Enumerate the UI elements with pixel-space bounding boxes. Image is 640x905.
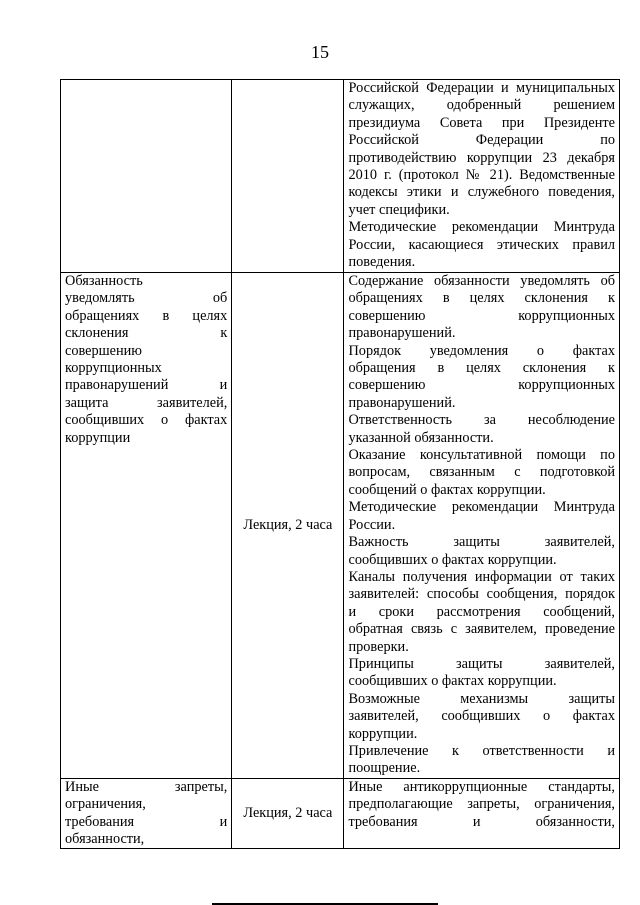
topic-cell [61,80,232,273]
content-line: правонарушений. [348,394,456,411]
content-line: кодексы этики и служебного поведения, [348,184,615,201]
content-line: правонарушений. [348,325,456,342]
content-line: поощрение. [348,760,421,777]
content-line: сообщивших о фактах коррупции. [348,551,557,568]
content-line: Принципы защиты заявителей, [348,655,615,672]
content-line: Ответственность за несоблюдение [348,412,615,429]
content-line: обратная связь с заявителем, проведение [348,621,615,638]
content-line: Российской Федерации и муниципальных [348,80,615,96]
content-line: поведения. [348,254,416,271]
topic-cell [61,778,232,849]
content-line: Российской Федерации по [348,132,615,149]
content-line: вопросам, связанным с подготовкой [348,464,615,481]
topic-line: обязанности, [65,831,145,847]
topic-line: Иные запреты, [65,778,228,795]
content-line: Содержание обязанности уведомлять об [348,273,615,289]
topic-line: коррупционных [65,360,162,377]
topic-line: ограничения, [65,796,146,813]
content-line: сообщений о фактах коррупции. [348,481,546,498]
content-line: Важность защиты заявителей, [348,534,615,551]
content-line: заявителей, сообщивших о фактах [348,708,615,725]
content-line: совершению коррупционных [348,307,615,324]
content-line: заявителей: способы сообщения, порядок [348,586,615,603]
content-line: Привлечение к ответственности и [348,742,615,759]
topic-line: Обязанность [65,273,143,289]
topic-cell [61,273,232,779]
program-table [60,79,620,849]
content-line: Методические рекомендации Минтруда [348,219,615,236]
topic-line: обращениях в целях [65,307,228,324]
content-line: президиума Совета при Президенте [348,114,615,131]
content-line: Каналы получения информации от таких [348,568,615,585]
format-cell: Лекция, 2 часа [232,778,344,849]
content-line: учет специфики. [348,201,450,218]
content-line: проверки. [348,638,409,655]
content-line: коррупции. [348,725,418,742]
content-line: 2010 г. (протокол № 21). Ведомственные [348,167,615,184]
table-row [61,80,620,273]
content-line: России, касающиеся этических правил [348,236,615,253]
content-line: противодействию коррупции 23 декабря [348,149,615,166]
content-line: требования и обязанности, [348,813,615,830]
topic-line: правонарушений и [65,377,228,394]
topic-line: сообщивших о фактах [65,412,228,429]
content-line: обращения в целях склонения к [348,360,615,377]
content-line: России. [348,516,396,533]
table-row [61,778,620,849]
topic-line: склонения к [65,325,228,342]
content-line: Методические рекомендации Минтруда [348,499,615,516]
content-line: Возможные механизмы защиты [348,690,615,707]
content-line: обращениях в целях склонения к [348,290,615,307]
content-line: Порядок уведомления о фактах [348,342,615,359]
content-line: сообщивших о фактах коррупции. [348,673,557,690]
content-cell [344,273,620,779]
format-cell [232,80,344,273]
content-line: предполагающие запреты, ограничения, [348,796,615,813]
topic-line: требования и [65,813,228,830]
content-line: Оказание консультативной помощи по [348,447,615,464]
content-line: и сроки рассмотрения сообщений, [348,603,615,620]
content-line: совершению коррупционных [348,377,615,394]
table-row [61,273,620,779]
page-number: 15 [311,42,329,62]
topic-line: коррупции [65,429,131,446]
topic-line: совершению [65,342,142,359]
content-line: служащих, одобренный решением [348,97,615,114]
content-line: указанной обязанности. [348,429,494,446]
content-line: Иные антикоррупционные стандарты, [348,778,615,795]
content-cell [344,778,620,849]
topic-line: защита заявителей, [65,394,228,411]
topic-line: уведомлять об [65,290,228,307]
content-cell [344,80,620,273]
format-cell: Лекция, 2 часа [232,273,344,779]
